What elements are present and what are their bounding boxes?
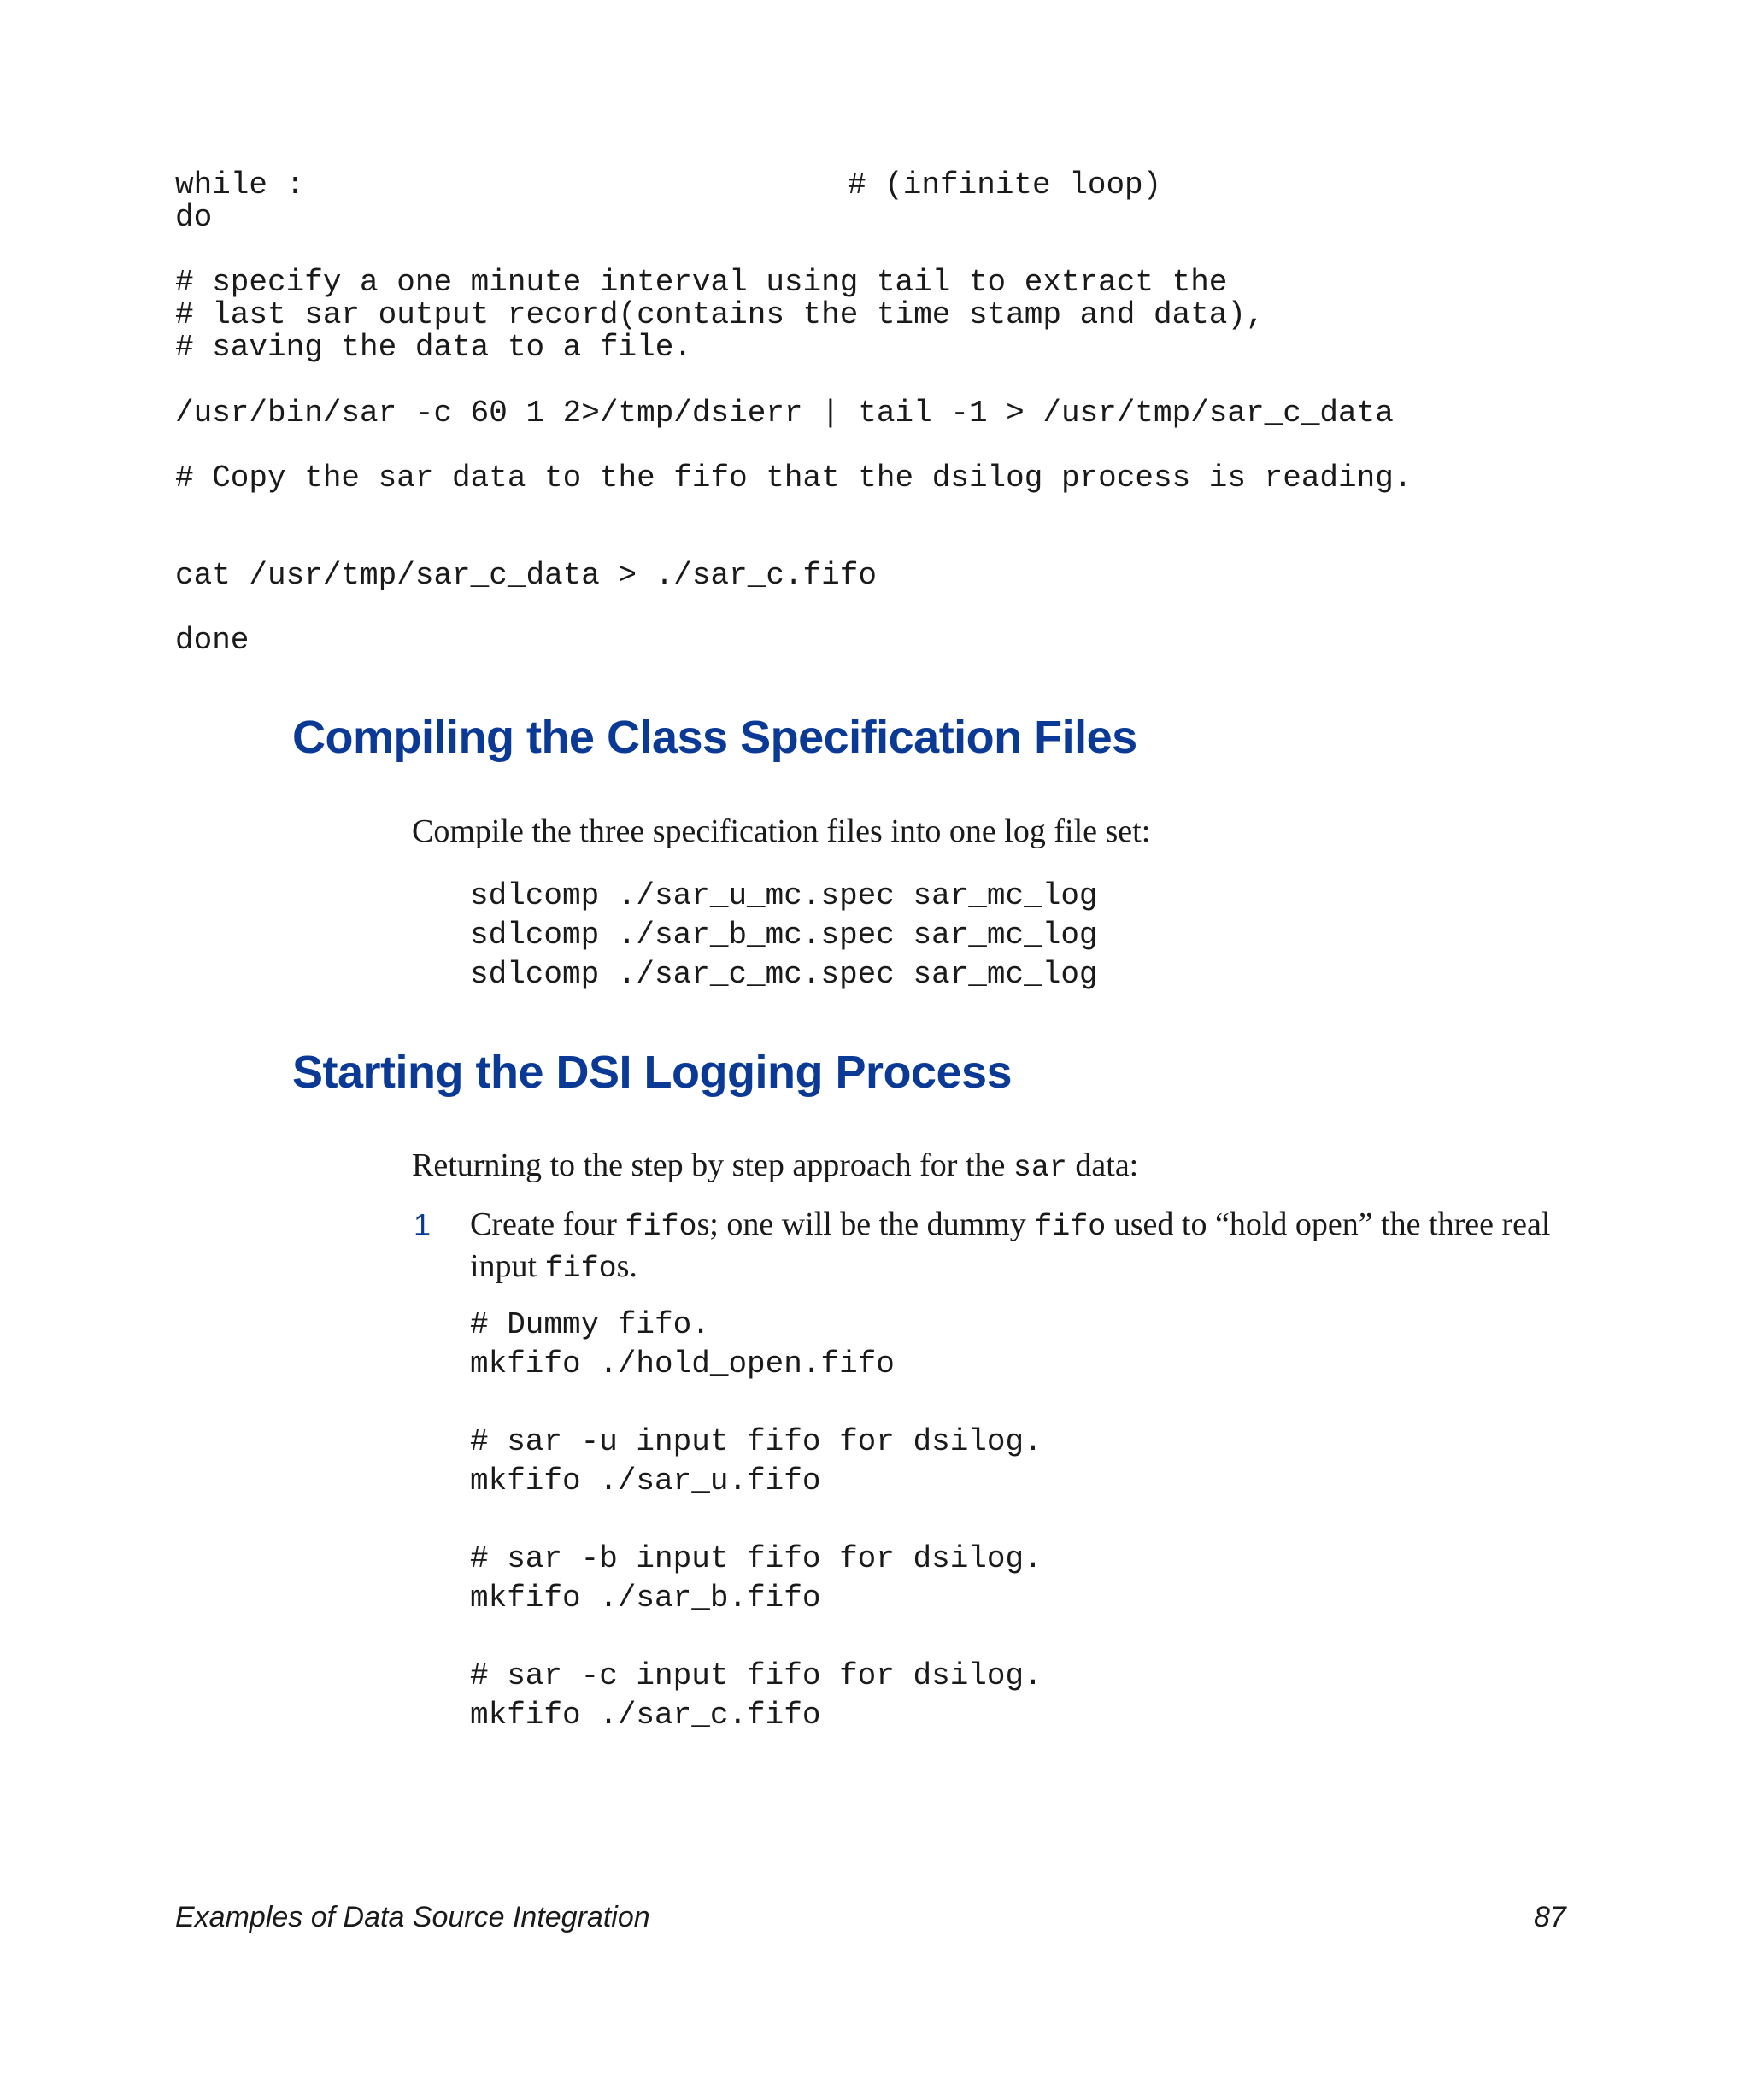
code-copy-comment: # Copy the sar data to the fifo that the dsilog process is reading. xyxy=(175,460,1412,496)
compile-code-block: sdlcomp ./sar_u_mc.spec sar_mc_log sdlcomp ./sar_b_mc.spec sar_mc_log sdlcomp ./sar_c_mc.spec sar_mc_log xyxy=(470,878,1098,992)
code-cat-command: cat /usr/tmp/sar_c_data > ./sar_c.fifo xyxy=(175,558,877,593)
step-text-1: Create four xyxy=(470,1206,625,1242)
compile-intro-text: Compile the three specification files into one log file set: xyxy=(412,813,1151,849)
step-text-2: s; one will be the dummy xyxy=(696,1206,1035,1242)
step-1-text xyxy=(470,1205,1555,1288)
code-done-line: done xyxy=(175,623,250,658)
section-heading-compiling: Compiling the Class Specification Files xyxy=(292,712,1137,763)
intro-inline-code: sar xyxy=(1013,1151,1067,1185)
step-text-3: used to “hold open” the three real input xyxy=(470,1206,1551,1284)
code-while-comment: # (infinite loop) xyxy=(848,167,1162,202)
code-while-line: while : xyxy=(175,167,305,202)
mkfifo-code-block: # Dummy fifo. mkfifo ./hold_open.fifo # sar -u input fifo for dsilog. mkfifo ./sar_u.fifo # sar -b input fifo for dsilog. mkfifo ./sar_b.fifo # sar -c input fifo for dsilog. mkfifo ./sar_c.fifo xyxy=(470,1307,1042,1733)
intro-text-after: data: xyxy=(1066,1147,1139,1183)
code-comment-block: # specify a one minute interval using tail to extract the # last sar output record(contains the time stamp and data), # saving the data to a file. xyxy=(175,265,1265,365)
intro-text-before: Returning to the step by step approach for the xyxy=(412,1147,1013,1183)
footer-title: Examples of Data Source Integration xyxy=(175,1901,650,1933)
code-sar-command: /usr/bin/sar -c 60 1 2>/tmp/dsierr | tail -1 > /usr/tmp/sar_c_data xyxy=(175,396,1394,431)
step-number: 1 xyxy=(414,1207,432,1242)
step-code-3: fifo xyxy=(544,1252,617,1286)
code-do-line: do xyxy=(175,200,213,235)
starting-intro-text xyxy=(412,1146,1138,1188)
step-text-4: s. xyxy=(616,1248,637,1284)
step-code-1: fifo xyxy=(625,1210,697,1244)
page-number: 87 xyxy=(1534,1901,1566,1933)
section-heading-starting: Starting the DSI Logging Process xyxy=(292,1047,1013,1098)
step-code-2: fifo xyxy=(1034,1210,1107,1244)
